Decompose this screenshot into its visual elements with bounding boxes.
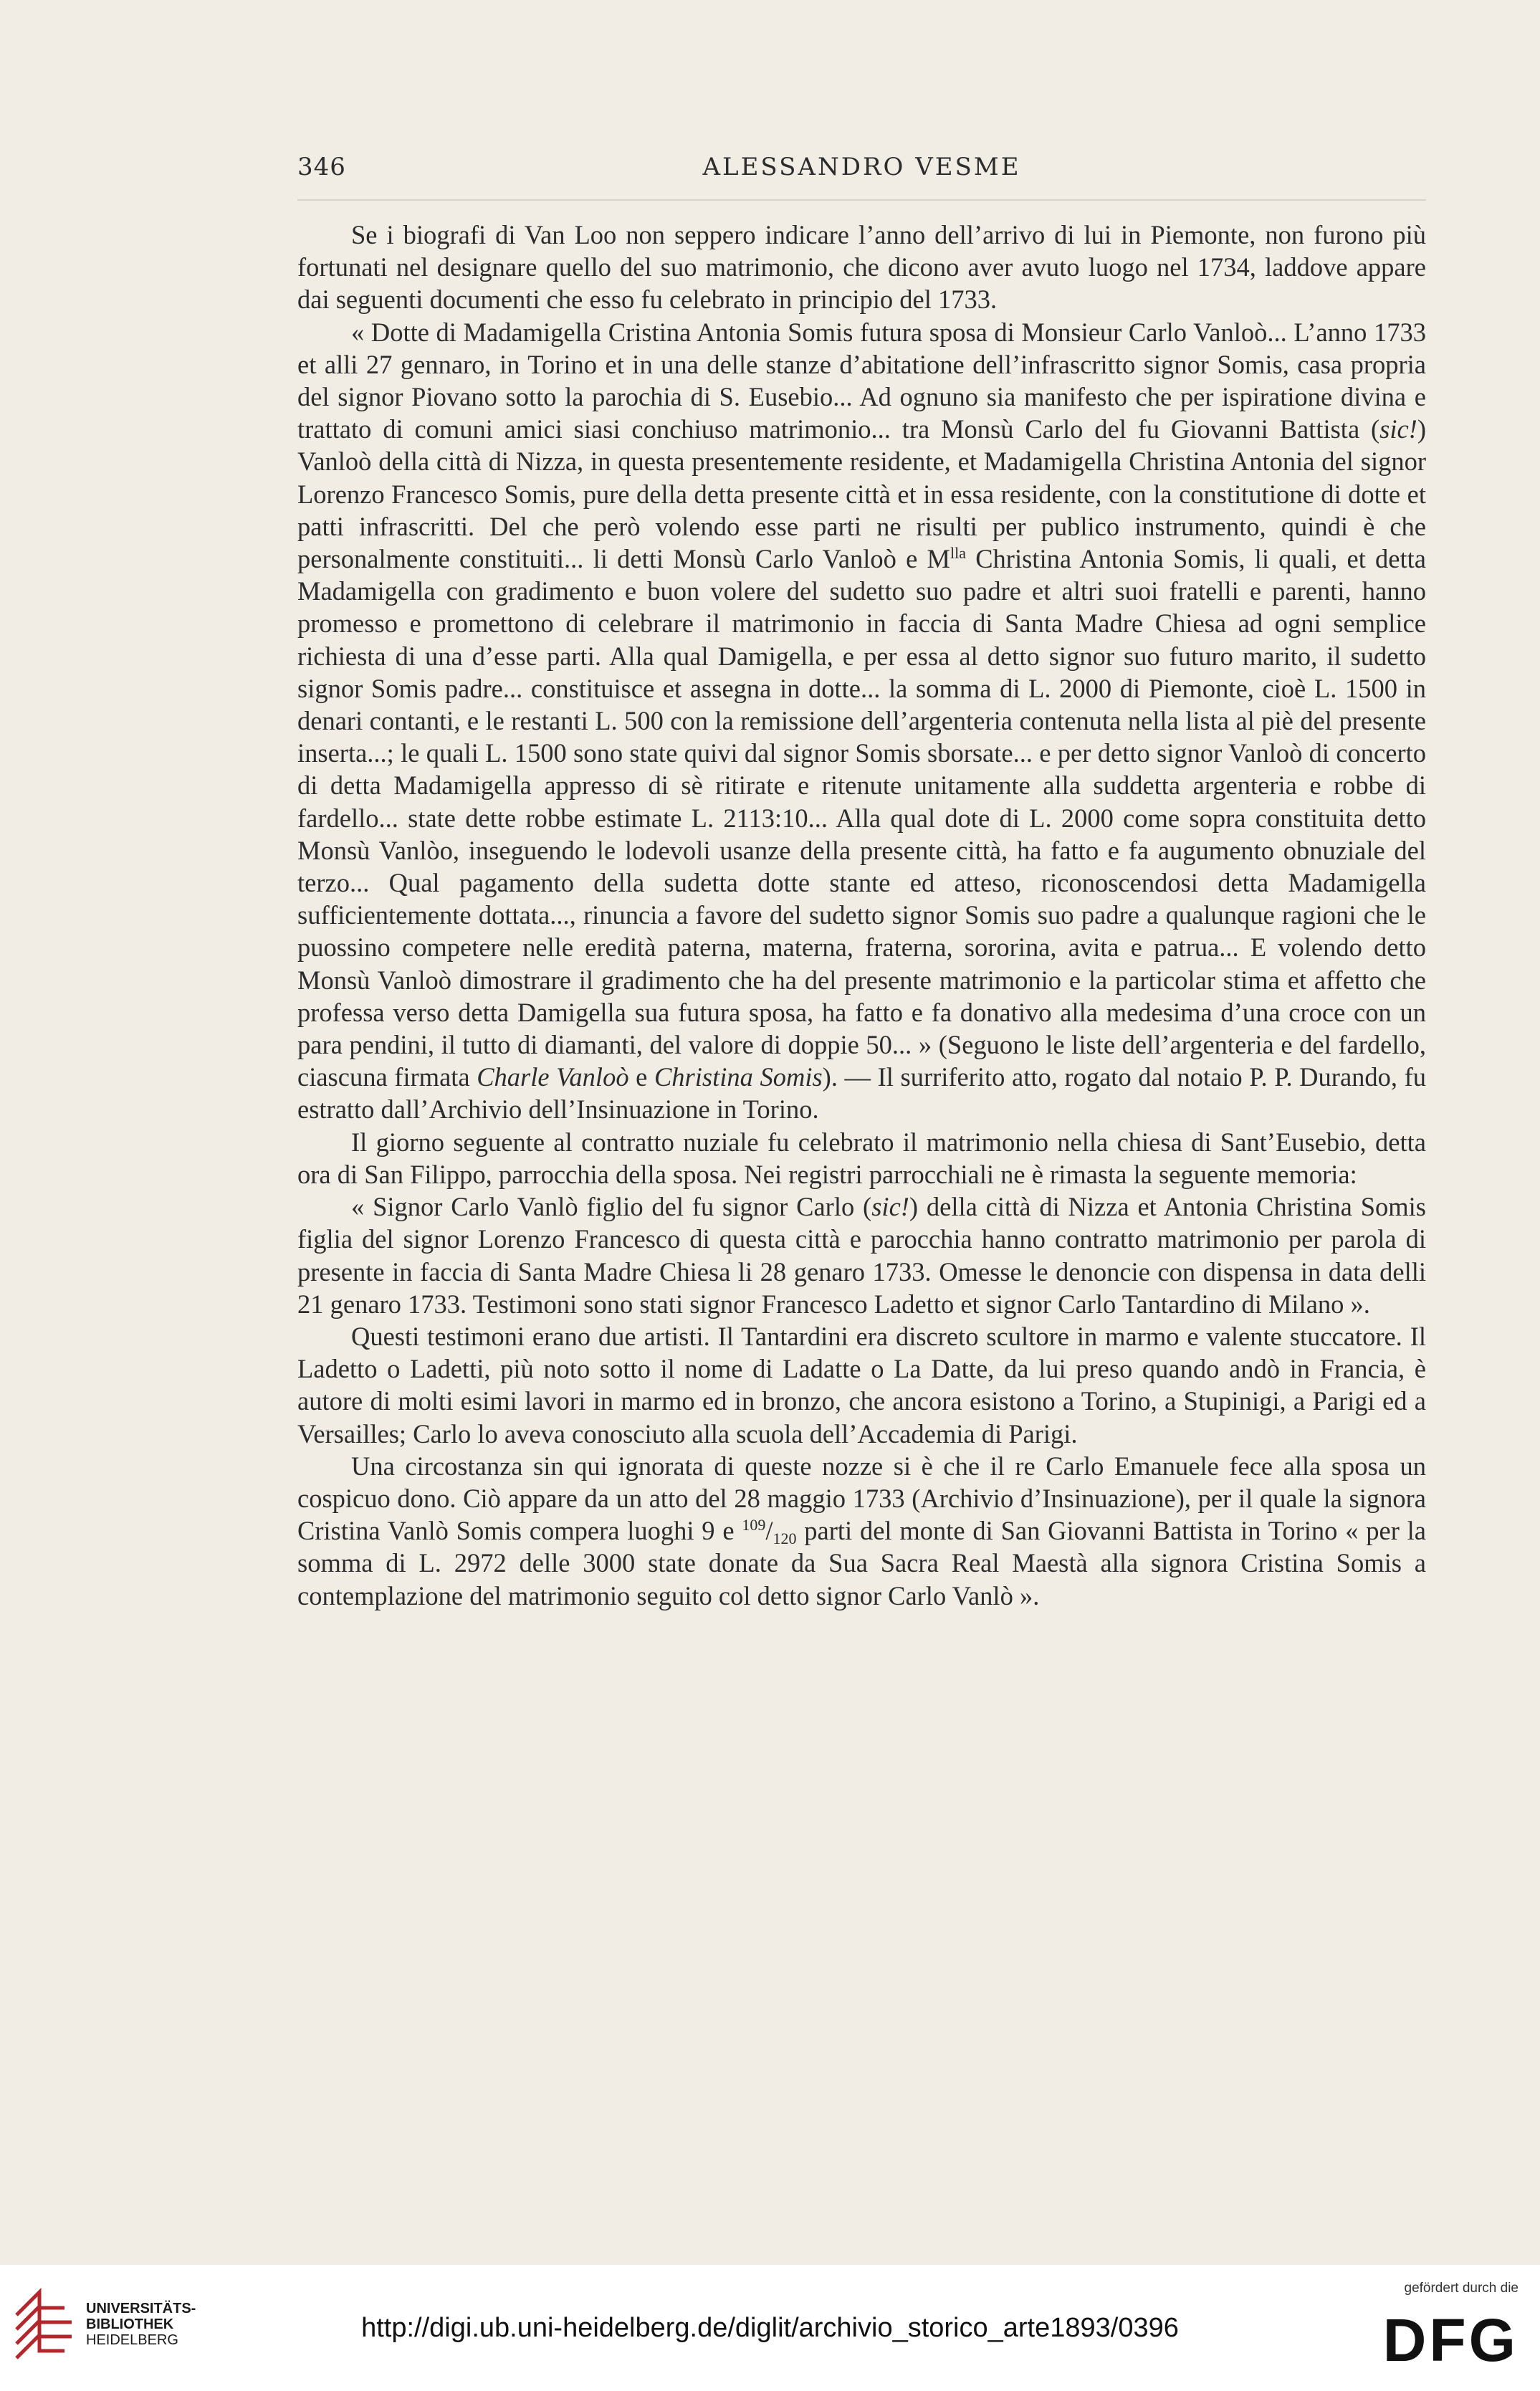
running-title: ALESSANDRO VESME — [702, 153, 1021, 181]
paragraph-document-dowry: « Dotte di Madamigella Cristina Antonia Somis futura sposa di Monsieur Carlo Vanloò... L’anno 1733 et alli 27 gennaro, in Torino et in una delle stanze d’abitatione dell’infrascritto signor Somis, casa propria del signor Piovano sotto la parochia di S. Eusebio... Ad ognuno sia manifesto che per ispiratione divina e trattato di comuni amici siasi conchiuso matrimonio... tra Monsù Carlo del fu Giovanni Battista (sic!) Vanloò della città di Nizza, in questa presentemente residente, et Madamigella Christina Antonia del signor Lorenzo Francesco Somis, pure della detta presente città et in essa residente, con la constitutione di dotte et patti infrascritti. Del che però volendo esse parti ne risulti per publico instrumento, quindi è che personalmente constituiti... li detti Monsù Carlo Vanloò e $M^{lla}$ Christina Antonia Somis, li quali, et detta Madamigella con gradimento e buon volere del sudetto suo padre et altri suoi fratelli e parenti, hanno promesso e promettono di celebrare il matrimonio in faccia di Santa Madre Chiesa ad ogni semplice richiesta di una d’esse parti. Alla qual Damigella, e per essa al detto signor suo futuro marito, il sudetto signor Somis padre... constituisce et assegna in dotte... la somma di L. 2000 di Piemonte, cioè L. 1500 in denari contanti, e le restanti L. 500 con la remissione dell’argenteria contenuta nella lista al piè del presente inserta...; le quali L. 1500 sono state quivi dal signor Somis sborsate... e per detto signor Vanloò di concerto di detta Madamigella appresso di sè ritirate e ritenute unitamente alla suddetta argenteria e robbe di fardello... state dette robbe estimate L. 2113:10... Alla qual dote di L. 2000 come sopra constituita detto Monsù Vanlòo, inseguendo le lodevoli usanze della presente città, ha fatto e fa augumento obnuziale del terzo... Qual pagamento della sudetta dotte stante ed atteso, riconoscendosi detta Madamigella sufficientemente dottata..., rinuncia a favore del sudetto signor Somis suo padre a qualunque ragioni che le puossino competere nelle eredità paterna, materna, fraterna, sororina, avita e patrua... E volendo detto Monsù Vanloò dimostrare il gradimento che ha del presente matrimonio e la particolar stima et affetto che professa verso detta Damigella sua futura sposa, ha fatto e fa donativo alla medesima d’una croce con un para pendini, il tutto di diamanti, del valore di doppie 50... » (Seguono le liste dell’argenteria e del fardello, ciascuna firmata Charle Vanloò e Christina Somis). — Il surriferito atto, rogato dal notaio P. P. Durando, fu estratto dall’Archivio dell’Insinuazione in Torino. — [297, 317, 1427, 1125]
sic-note: sic! — [871, 1192, 909, 1222]
page-number: 346 — [297, 153, 346, 181]
signature-bride: Christina Somis — [654, 1062, 823, 1092]
paragraph: Se i biografi di Van Loo non seppero indicare l’anno dell’arrivo di lui in Piemonte, non furono più fortunati nel designare quello del suo matrimonio, che dicono aver avuto luogo nel 1734, laddove appare dai seguenti documenti che esso fu celebrato in principio del 1733. — [297, 220, 1426, 315]
sic-note: sic! — [1379, 414, 1417, 444]
paragraph: Il giorno seguente al contratto nuziale fu celebrato il matrimonio nella chiesa di Sant’Eusebio, detta ora di San Filippo, parrocchia della sposa. Nei registri parrocchiali ne è rimasta la seguente memoria: — [297, 1127, 1426, 1189]
library-name: UNIVERSITÄTS- BIBLIOTHEK HEIDELBERG — [86, 2301, 196, 2348]
fraction-denominator: 120 — [773, 1529, 797, 1548]
funding-note: gefördert durch die — [1404, 2281, 1519, 2296]
body-text — [297, 219, 1426, 1612]
paragraph: Una circostanza sin qui ignorata di queste nozze si è che il re Carlo Emanuele fece alla sposa un cospicuo dono. Ciò appare da un atto del 28 maggio 1733 (Archivio d’Insinuazione), per il quale la signora Cristina Vanlò Somis compera luoghi 9 e $^{109}$/120 parti del monte di San Giovanni Battista in Torino « per la somma di L. 2972 delle 3000 state donate da Sua Sacra Real Maestà alla signora Cristina Somis a contemplazione del matrimonio seguito col detto signor Carlo Vanlò ». — [297, 1451, 1426, 1610]
paragraph-parish-record: « Signor Carlo Vanlò figlio del fu signor Carlo (sic!) della città di Nizza et Antonia Christina Somis figlia del signor Lorenzo Francesco di questa città e parocchia hanno contratto matrimonio per parola di presente in faccia di Santa Madre Chiesa li 28 genaro 1733. Omesse le denoncie con dispensa in data delli 21 genaro 1733. Testimoni sono stati signor Francesco Ladetto et signor Carlo Tantardino di Milano ». — [297, 1192, 1426, 1319]
superscript-abbrev: lla — [950, 543, 966, 562]
header-rule — [297, 199, 1426, 201]
fraction-numerator: 109 — [742, 1515, 766, 1534]
source-url-link[interactable]: http://digi.ub.uni-heidelberg.de/diglit/archivio_storico_arte1893/0396 — [361, 2313, 1179, 2343]
running-head — [297, 153, 1426, 196]
paragraph: Questi testimoni erano due artisti. Il Tantardini era discreto scultore in marmo e valente stuccatore. Il Ladetto o Ladetti, più noto sotto il nome di Ladatte o La Datte, da lui preso quando andò in Francia, è autore di molti esimi lavori in marmo ed in bronzo, che ancora esistono a Torino, a Stupinigi, a Parigi ed a Versailles; Carlo lo aveva conosciuto alla scuola dell’Accademia di Parigi. — [297, 1321, 1426, 1449]
signature-groom: Charle Vanloò — [477, 1062, 629, 1092]
footer-bar — [0, 2265, 1540, 2391]
dfg-logo: DFG — [1382, 2306, 1519, 2374]
